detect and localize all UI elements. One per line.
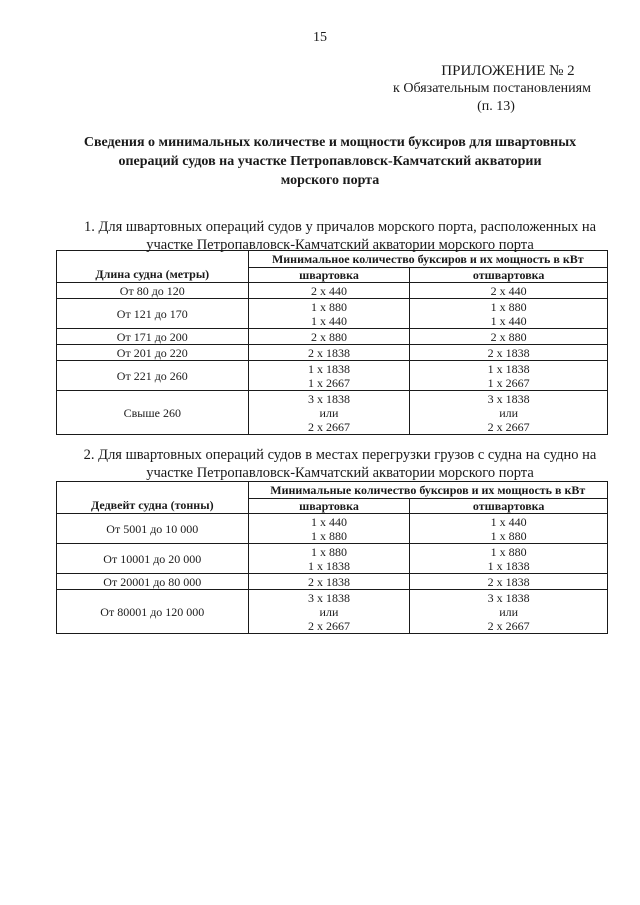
cell-mooring <box>248 283 410 299</box>
table-row <box>57 283 608 299</box>
cell-value: или <box>319 405 339 420</box>
section1-heading-line2: участке Петропавловск-Камчатский акватории морского порта <box>146 237 534 253</box>
cell-value: или <box>499 405 519 420</box>
subheader-unmooring: отшвартовка <box>410 267 608 282</box>
row-label: От 221 до 260 <box>57 361 249 391</box>
cell-unmooring <box>410 391 608 435</box>
row-label: От 171 до 200 <box>57 329 249 345</box>
row-label: От 5001 до 10 000 <box>57 514 249 544</box>
table-row <box>57 345 608 361</box>
cell-mooring <box>248 590 410 634</box>
table-row <box>57 544 608 574</box>
table-section2 <box>56 481 608 634</box>
cell-value: 1 х 880 <box>490 528 527 543</box>
appendix-block <box>408 62 608 80</box>
title-line-1: Сведения о минимальных количестве и мощности буксиров для швартовных <box>83 135 577 150</box>
cell-value: 1 х 880 <box>310 544 347 559</box>
row-label: От 201 до 220 <box>57 345 249 361</box>
cell-value: или <box>499 604 519 619</box>
cell-unmooring <box>410 590 608 634</box>
cell-value: 1 х 880 <box>310 528 347 543</box>
column-header: Дедвейт судна (тонны) <box>57 482 249 514</box>
cell-value: 2 х 2667 <box>487 419 530 434</box>
table-header-row <box>57 482 608 499</box>
cell-mooring <box>248 299 410 329</box>
table-row <box>57 590 608 634</box>
subheader-unmooring: отшвартовка <box>410 498 608 513</box>
section2-heading-line1: 2. Для швартовных операций судов в местах перегрузки грузов с судна на судно на <box>83 447 597 463</box>
cell-unmooring <box>410 329 608 345</box>
table-header-row <box>57 251 608 268</box>
section2-heading-line2: участке Петропавловск-Камчатский акватории морского порта <box>146 465 534 481</box>
cell-value: 2 х 440 <box>490 283 527 298</box>
cell-value: 2 х 2667 <box>487 618 530 633</box>
cell-unmooring <box>410 299 608 329</box>
section1-heading-line1: 1. Для швартовных операций судов у причалов морского порта, расположенных на <box>83 219 597 235</box>
table-row <box>57 574 608 590</box>
table-section2-body <box>57 482 608 634</box>
subheader-mooring: швартовка <box>248 498 410 513</box>
cell-value: 2 х 880 <box>310 329 347 344</box>
cell-mooring <box>248 514 410 544</box>
cell-value: 2 х 440 <box>310 283 347 298</box>
cell-unmooring <box>410 514 608 544</box>
cell-value: 2 х 2667 <box>307 618 350 633</box>
cell-unmooring <box>410 544 608 574</box>
cell-value: 1 х 880 <box>310 299 347 314</box>
cell-value: 2 х 1838 <box>487 574 530 589</box>
appendix-ref-line: к Обязательным постановлениям <box>393 81 591 96</box>
appendix-paragraph: (п. 13) <box>477 99 515 114</box>
row-label: От 20001 до 80 000 <box>57 574 249 590</box>
cell-value: 3 х 1838 <box>307 391 350 406</box>
cell-mooring <box>248 345 410 361</box>
cell-value: 2 х 1838 <box>307 345 350 360</box>
cell-mooring <box>248 329 410 345</box>
appendix-reference <box>372 80 612 116</box>
cell-value: 3 х 1838 <box>307 590 350 605</box>
group-header: Минимальные количество буксиров и их мощность в кВт <box>248 482 607 499</box>
cell-value: 1 х 440 <box>310 313 347 328</box>
cell-unmooring <box>410 574 608 590</box>
row-label: Свыше 260 <box>57 391 249 435</box>
cell-value: 3 х 1838 <box>487 391 530 406</box>
title-line-2: операций судов на участке Петропавловск-Камчатский акватории <box>118 154 542 169</box>
cell-value: 1 х 1838 <box>307 361 350 376</box>
table-row <box>57 329 608 345</box>
section2-heading <box>60 446 620 482</box>
cell-value: 1 х 1838 <box>487 558 530 573</box>
cell-value: 2 х 880 <box>490 329 527 344</box>
table-row <box>57 299 608 329</box>
cell-value: 1 х 440 <box>490 313 527 328</box>
cell-value: 1 х 1838 <box>307 558 350 573</box>
title-line-3: морского порта <box>280 173 380 188</box>
cell-unmooring <box>410 345 608 361</box>
cell-value: 1 х 1838 <box>487 361 530 376</box>
page-number: 15 <box>313 30 327 45</box>
row-label: От 80 до 120 <box>57 283 249 299</box>
table-section1 <box>56 250 608 435</box>
cell-value: 1 х 880 <box>490 544 527 559</box>
cell-value: 3 х 1838 <box>487 590 530 605</box>
row-label: От 10001 до 20 000 <box>57 544 249 574</box>
subheader-mooring: швартовка <box>248 267 410 282</box>
cell-value: 2 х 1838 <box>307 574 350 589</box>
document-title <box>60 133 600 190</box>
cell-value: 1 х 440 <box>310 514 347 529</box>
cell-value: 2 х 1838 <box>487 345 530 360</box>
row-label: От 80001 до 120 000 <box>57 590 249 634</box>
table-row <box>57 361 608 391</box>
table-row <box>57 514 608 544</box>
cell-value: 1 х 880 <box>490 299 527 314</box>
cell-unmooring <box>410 361 608 391</box>
cell-mooring <box>248 361 410 391</box>
cell-mooring <box>248 544 410 574</box>
table-section1-body <box>57 251 608 435</box>
cell-value: 1 х 440 <box>490 514 527 529</box>
cell-mooring <box>248 391 410 435</box>
group-header: Минимальное количество буксиров и их мощность в кВт <box>248 251 607 268</box>
cell-unmooring <box>410 283 608 299</box>
column-header: Длина судна (метры) <box>57 251 249 283</box>
cell-mooring <box>248 574 410 590</box>
cell-value: 2 х 2667 <box>307 419 350 434</box>
section1-heading <box>60 218 620 254</box>
cell-value: 1 х 2667 <box>307 375 350 390</box>
appendix-title: ПРИЛОЖЕНИЕ № 2 <box>441 63 575 79</box>
table-row <box>57 391 608 435</box>
cell-value: или <box>319 604 339 619</box>
row-label: От 121 до 170 <box>57 299 249 329</box>
cell-value: 1 х 2667 <box>487 375 530 390</box>
